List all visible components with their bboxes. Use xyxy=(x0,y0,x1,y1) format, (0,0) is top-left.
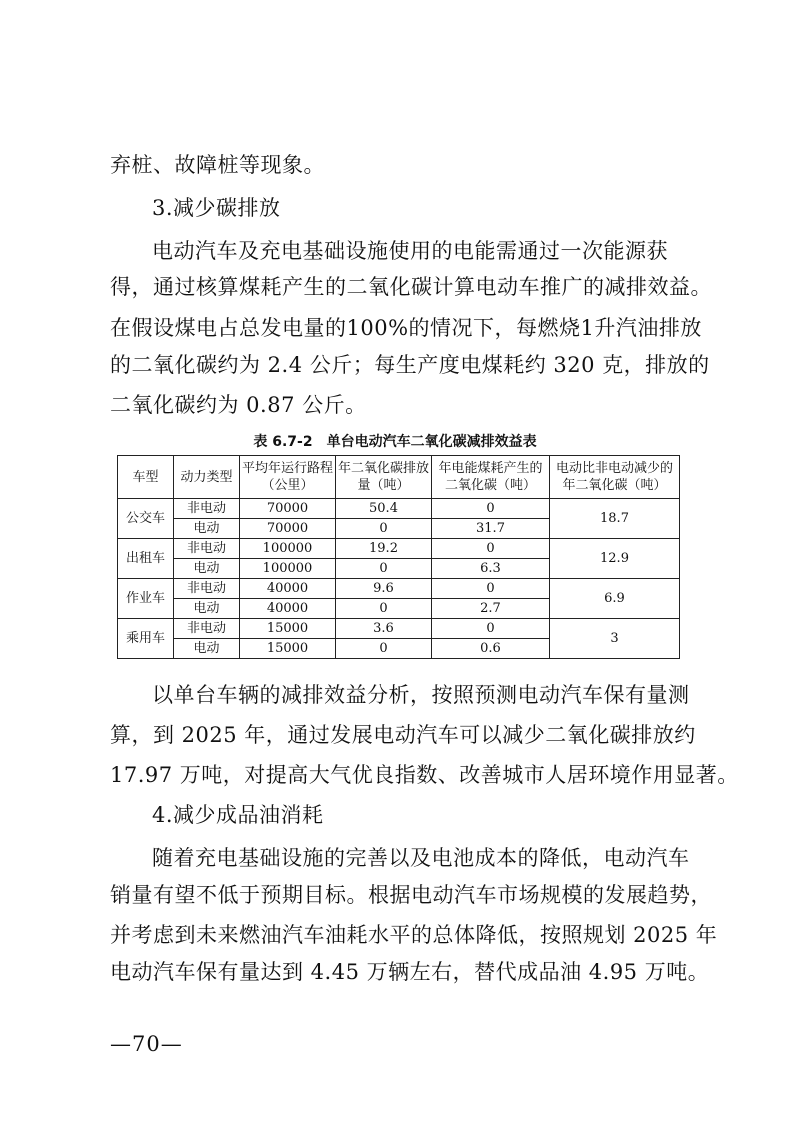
power-cell: 非电动 xyxy=(174,539,240,559)
coal-co2-cell: 0 xyxy=(432,539,550,559)
paragraph-line: 销量有望不低于预期目标。根据电动汽车市场规模的发展趋势， xyxy=(110,883,712,907)
co2-cell: 0 xyxy=(336,639,432,659)
paragraph-line: 算，到 2025 年，通过发展电动汽车可以减少二氧化碳排放约 xyxy=(110,723,696,747)
table-header-row xyxy=(118,456,680,499)
paragraph-line: 以单台车辆的减排效益分析，按照预测电动汽车保有量测 xyxy=(152,683,690,707)
header-coal-co2: 年电能煤耗产生的二氧化碳（吨） xyxy=(432,456,550,499)
paragraph-line: 得，通过核算煤耗产生的二氧化碳计算电动车推广的减排效益。 xyxy=(110,275,712,299)
co2-cell: 19.2 xyxy=(336,539,432,559)
co2-cell: 3.6 xyxy=(336,619,432,639)
power-cell: 非电动 xyxy=(174,579,240,599)
vehicle-cell: 作业车 xyxy=(118,579,174,619)
power-cell: 电动 xyxy=(174,599,240,619)
mileage-cell: 100000 xyxy=(240,539,336,559)
paragraph-line: 弃桩、故障桩等现象。 xyxy=(110,153,325,177)
emission-reduction-table xyxy=(117,455,680,659)
table-row xyxy=(118,579,680,599)
coal-co2-cell: 6.3 xyxy=(432,559,550,579)
vehicle-cell: 出租车 xyxy=(118,539,174,579)
coal-co2-cell: 0 xyxy=(432,579,550,599)
paragraph-line: 并考虑到未来燃油汽车油耗水平的总体降低，按照规划 2025 年 xyxy=(110,923,718,947)
paragraph-line: 电动汽车保有量达到 4.45 万辆左右，替代成品油 4.95 万吨。 xyxy=(110,960,710,984)
paragraph-line: 二氧化碳约为 0.87 公斤。 xyxy=(110,393,367,417)
power-cell: 电动 xyxy=(174,559,240,579)
table-row xyxy=(118,539,680,559)
page-number: —70— xyxy=(110,1032,183,1056)
reduction-cell: 18.7 xyxy=(550,499,680,539)
co2-cell: 0 xyxy=(336,599,432,619)
power-cell: 非电动 xyxy=(174,619,240,639)
vehicle-cell: 乘用车 xyxy=(118,619,174,659)
paragraph-line: 电动汽车及充电基础设施使用的电能需通过一次能源获 xyxy=(152,239,668,263)
paragraph-line: 的二氧化碳约为 2.4 公斤；每生产度电煤耗约 320 克，排放的 xyxy=(110,353,710,377)
paragraph-line: 随着充电基础设施的完善以及电池成本的降低，电动汽车 xyxy=(152,846,690,870)
coal-co2-cell: 0 xyxy=(432,499,550,519)
power-cell: 电动 xyxy=(174,519,240,539)
section-heading: 3.减少碳排放 xyxy=(152,196,281,220)
mileage-cell: 70000 xyxy=(240,519,336,539)
co2-cell: 0 xyxy=(336,519,432,539)
header-vehicle: 车型 xyxy=(118,456,174,499)
header-co2: 年二氧化碳排放量（吨） xyxy=(336,456,432,499)
co2-cell: 9.6 xyxy=(336,579,432,599)
mileage-cell: 70000 xyxy=(240,499,336,519)
coal-co2-cell: 0.6 xyxy=(432,639,550,659)
table-caption: 表 6.7-2 单台电动汽车二氧化碳减排效益表 xyxy=(253,434,537,450)
paragraph-line: 在假设煤电占总发电量的100%的情况下，每燃烧1升汽油排放 xyxy=(110,316,702,340)
power-cell: 非电动 xyxy=(174,499,240,519)
mileage-cell: 40000 xyxy=(240,599,336,619)
header-power: 动力类型 xyxy=(174,456,240,499)
mileage-cell: 15000 xyxy=(240,639,336,659)
vehicle-cell: 公交车 xyxy=(118,499,174,539)
coal-co2-cell: 0 xyxy=(432,619,550,639)
header-mileage: 平均年运行路程（公里） xyxy=(240,456,336,499)
reduction-cell: 3 xyxy=(550,619,680,659)
power-cell: 电动 xyxy=(174,639,240,659)
reduction-cell: 6.9 xyxy=(550,579,680,619)
mileage-cell: 100000 xyxy=(240,559,336,579)
co2-cell: 0 xyxy=(336,559,432,579)
mileage-cell: 40000 xyxy=(240,579,336,599)
table-row xyxy=(118,619,680,639)
header-reduction: 电动比非电动减少的年二氧化碳（吨） xyxy=(550,456,680,499)
mileage-cell: 15000 xyxy=(240,619,336,639)
coal-co2-cell: 2.7 xyxy=(432,599,550,619)
co2-cell: 50.4 xyxy=(336,499,432,519)
coal-co2-cell: 31.7 xyxy=(432,519,550,539)
reduction-cell: 12.9 xyxy=(550,539,680,579)
table-row xyxy=(118,499,680,519)
section-heading: 4.减少成品油消耗 xyxy=(152,803,324,827)
paragraph-line: 17.97 万吨，对提高大气优良指数、改善城市人居环境作用显著。 xyxy=(110,763,739,787)
